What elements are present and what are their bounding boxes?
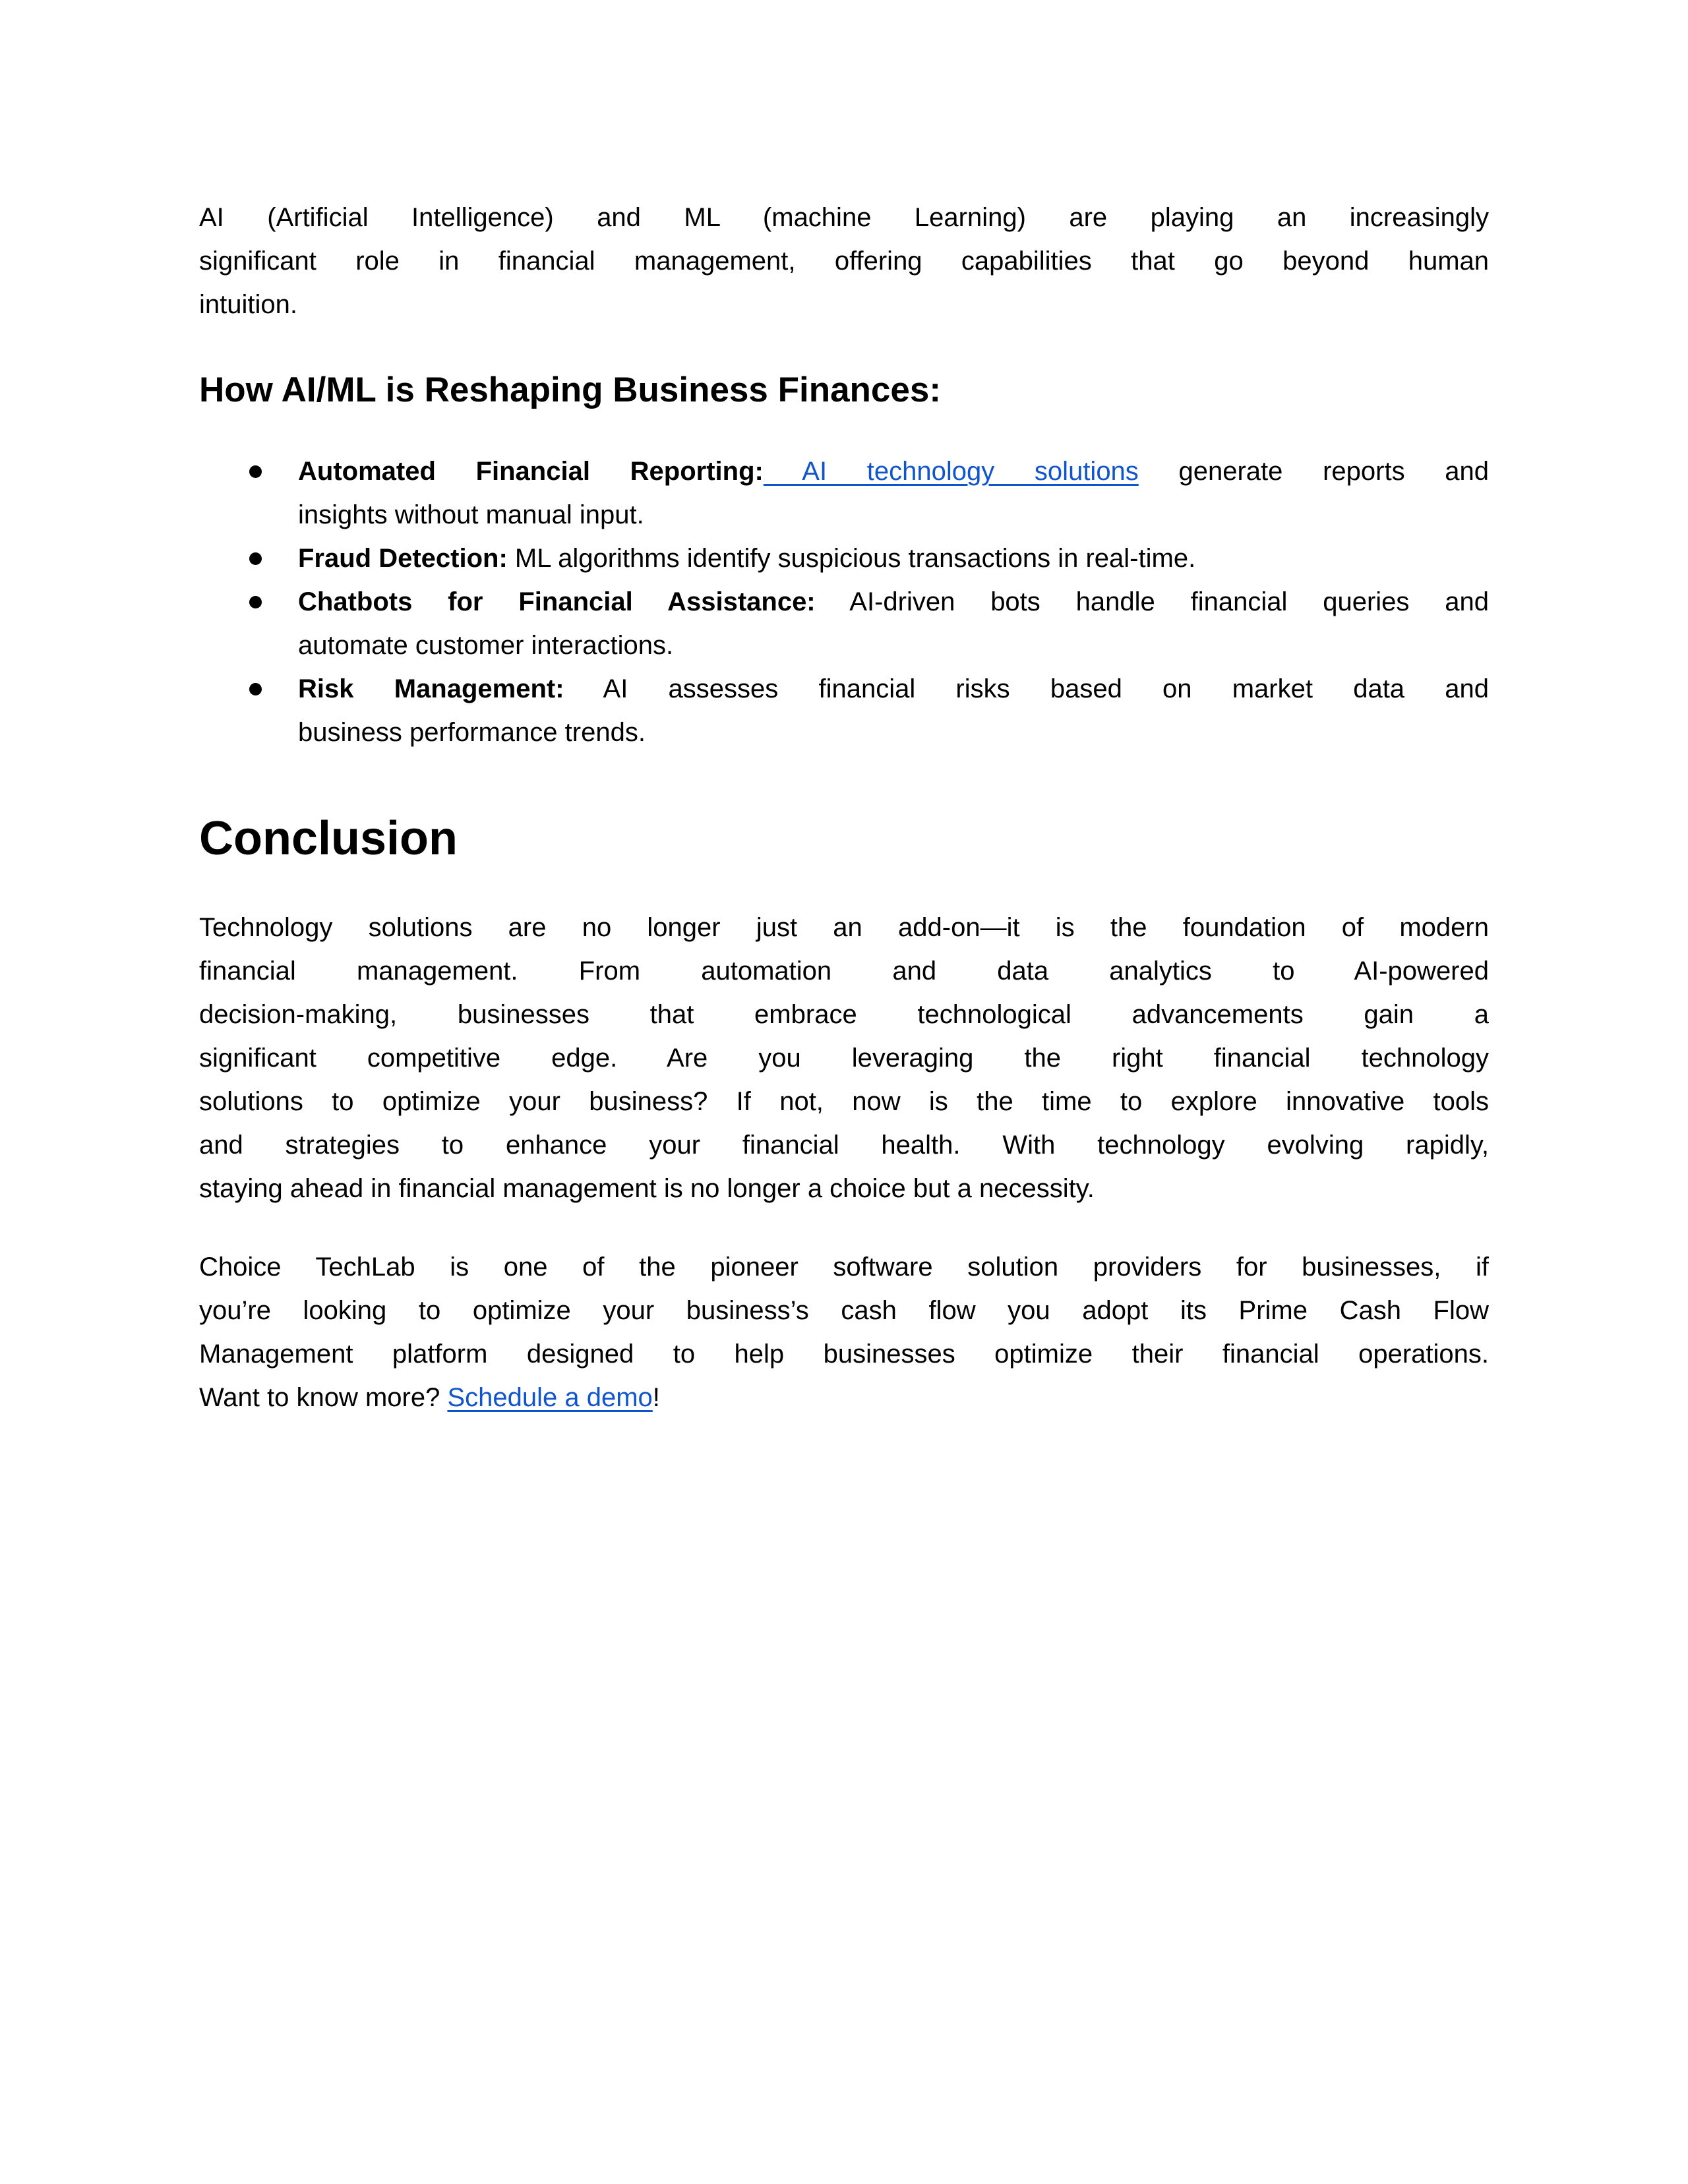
list-item [199, 450, 1489, 537]
list-item-line: automate customer interactions. [298, 631, 674, 660]
list-item-title: Automated Financial Reporting: [298, 457, 764, 486]
intro-line: intuition. [199, 290, 297, 319]
paragraph-line: staying ahead in financial management is no longer a choice but a necessity. [199, 1174, 1095, 1203]
paragraph-line: financial management. From automation and data analytics to AI-powered [199, 957, 1489, 986]
paragraph-text: Want to know more? [199, 1383, 448, 1412]
bullet-icon [249, 683, 262, 695]
paragraph-line: Management platform designed to help businesses optimize their financial operations. [199, 1340, 1489, 1369]
list-item-text: ML algorithms identify suspicious transactions in real-time. [507, 544, 1196, 573]
intro-paragraph [199, 196, 1489, 326]
intro-line: AI (Artificial Intelligence) and ML (machine Learning) are playing an increasingly [199, 203, 1489, 232]
paragraph-line: and strategies to enhance your financial health. With technology evolving rapidly, [199, 1131, 1489, 1160]
list-item-text: generate reports and [1138, 457, 1489, 486]
list-item-title: Chatbots for Financial Assistance: [298, 587, 816, 616]
section-heading: How AI/ML is Reshaping Business Finances: [199, 370, 942, 409]
paragraph-line: significant competitive edge. Are you leveraging the right financial technology [199, 1044, 1489, 1073]
paragraph-line [199, 1376, 1489, 1419]
bullet-icon [249, 465, 262, 478]
list-item-text: AI-driven bots handle financial queries and [815, 587, 1489, 616]
list-item-title: Fraud Detection: [298, 544, 508, 573]
conclusion-heading: Conclusion [199, 812, 458, 865]
paragraph-line: Technology solutions are no longer just an add-on—it is the foundation of modern [199, 913, 1489, 942]
list-item-line: insights without manual input. [298, 500, 644, 529]
paragraph-line: Choice TechLab is one of the pioneer software solution providers for businesses, if [199, 1253, 1489, 1282]
ai-technology-solutions-link[interactable]: AI technology solutions [763, 457, 1139, 486]
paragraph-line: you’re looking to optimize your business’s cash flow you adopt its Prime Cash Flow [199, 1296, 1489, 1325]
intro-line: significant role in financial management, offering capabilities that go beyond human [199, 247, 1489, 276]
bullet-icon [249, 552, 262, 565]
conclusion-paragraph [199, 906, 1489, 1210]
list-item [199, 580, 1489, 667]
list-item-line [298, 667, 1489, 711]
list-item [199, 667, 1489, 754]
list-item-line: business performance trends. [298, 718, 646, 747]
list-item-line [298, 450, 1489, 493]
paragraph-line: solutions to optimize your business? If not, now is the time to explore innovative tools [199, 1087, 1489, 1116]
paragraph-text: ! [652, 1383, 660, 1412]
list-item-text: AI assesses financial risks based on market data and [564, 674, 1489, 703]
list-item-line [298, 537, 1489, 580]
list-item-line [298, 580, 1489, 624]
paragraph-line: decision-making, businesses that embrace technological advancements gain a [199, 1000, 1489, 1029]
list-item-title: Risk Management: [298, 674, 564, 703]
list-item [199, 537, 1489, 580]
choice-techlab-paragraph [199, 1245, 1489, 1419]
schedule-demo-link[interactable]: Schedule a demo [447, 1383, 653, 1412]
bullet-icon [249, 596, 262, 608]
bullet-list [199, 450, 1489, 754]
